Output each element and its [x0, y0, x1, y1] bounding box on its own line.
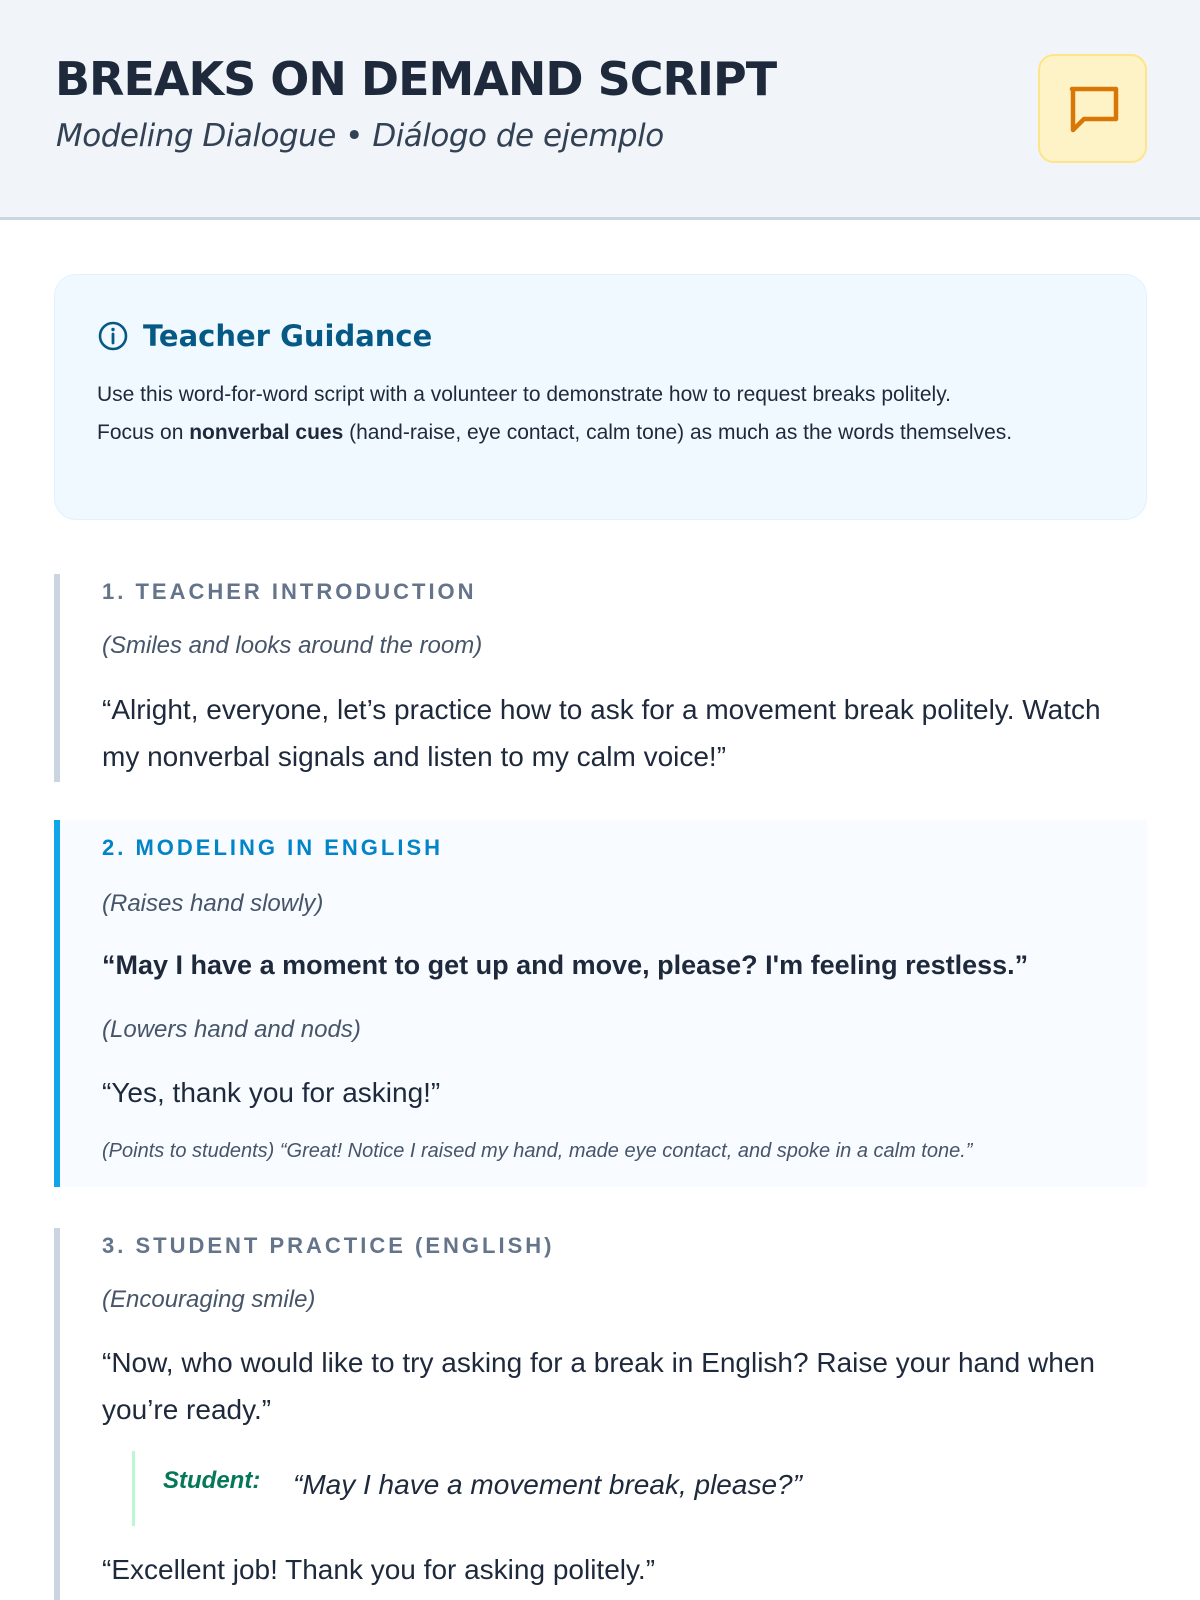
- guidance-text: [97, 376, 1127, 452]
- stage-direction: (Raises hand slowly): [102, 890, 324, 917]
- guidance-line-2-pre: Focus on: [97, 421, 190, 444]
- stage-direction-note: (Points to students) “Great! Notice I raised my hand, made eye contact, and spoke in a calm tone.”: [102, 1140, 973, 1162]
- guidance-emphasis: nonverbal cues: [189, 421, 344, 444]
- page-title: BREAKS ON DEMAND SCRIPT: [55, 52, 777, 106]
- section-teacher-introduction: [54, 574, 1147, 782]
- section-heading: 2. MODELING IN ENGLISH: [102, 835, 444, 860]
- dialogue-line: “Yes, thank you for asking!”: [102, 1077, 441, 1108]
- chat-bubble-icon: [1068, 85, 1120, 135]
- student-label: Student:: [163, 1467, 261, 1494]
- student-response: [132, 1451, 1032, 1526]
- section-modeling-english: [54, 820, 1147, 1187]
- guidance-line-2-post: (hand-raise, eye contact, calm tone) as much as the words themselves.: [343, 421, 1013, 444]
- guidance-line-2: [97, 414, 1127, 452]
- info-icon: [97, 320, 129, 352]
- stage-direction: (Encouraging smile): [102, 1286, 316, 1313]
- stage-direction: (Smiles and looks around the room): [102, 632, 483, 659]
- dialogue-line: “Now, who would like to try asking for a break in English? Raise your hand when you’re ready.”: [102, 1347, 1095, 1425]
- page-subtitle: Modeling Dialogue • Diálogo de ejemplo: [56, 118, 664, 154]
- guidance-line-1: Use this word-for-word script with a volunteer to demonstrate how to request breaks politely.: [97, 383, 951, 406]
- section-heading: 3. STUDENT PRACTICE (ENGLISH): [102, 1233, 555, 1258]
- page-header: [0, 0, 1200, 220]
- dialogue-line: “Alright, everyone, let’s practice how to ask for a movement break politely. Watch my nonverbal signals and listen to my calm voice!”: [102, 694, 1101, 772]
- guidance-header: [97, 319, 432, 353]
- section-heading: 1. TEACHER INTRODUCTION: [102, 579, 477, 604]
- teacher-guidance-card: [54, 274, 1147, 520]
- stage-direction: (Lowers hand and nods): [102, 1016, 361, 1043]
- section-student-practice: [54, 1228, 1147, 1600]
- student-line: “May I have a movement break, please?”: [293, 1469, 802, 1500]
- chat-badge: [1038, 54, 1147, 163]
- dialogue-line: “Excellent job! Thank you for asking politely.”: [102, 1554, 656, 1585]
- guidance-title: Teacher Guidance: [143, 319, 433, 353]
- dialogue-line-emphasis: “May I have a moment to get up and move, please? I'm feeling restless.”: [102, 950, 1029, 980]
